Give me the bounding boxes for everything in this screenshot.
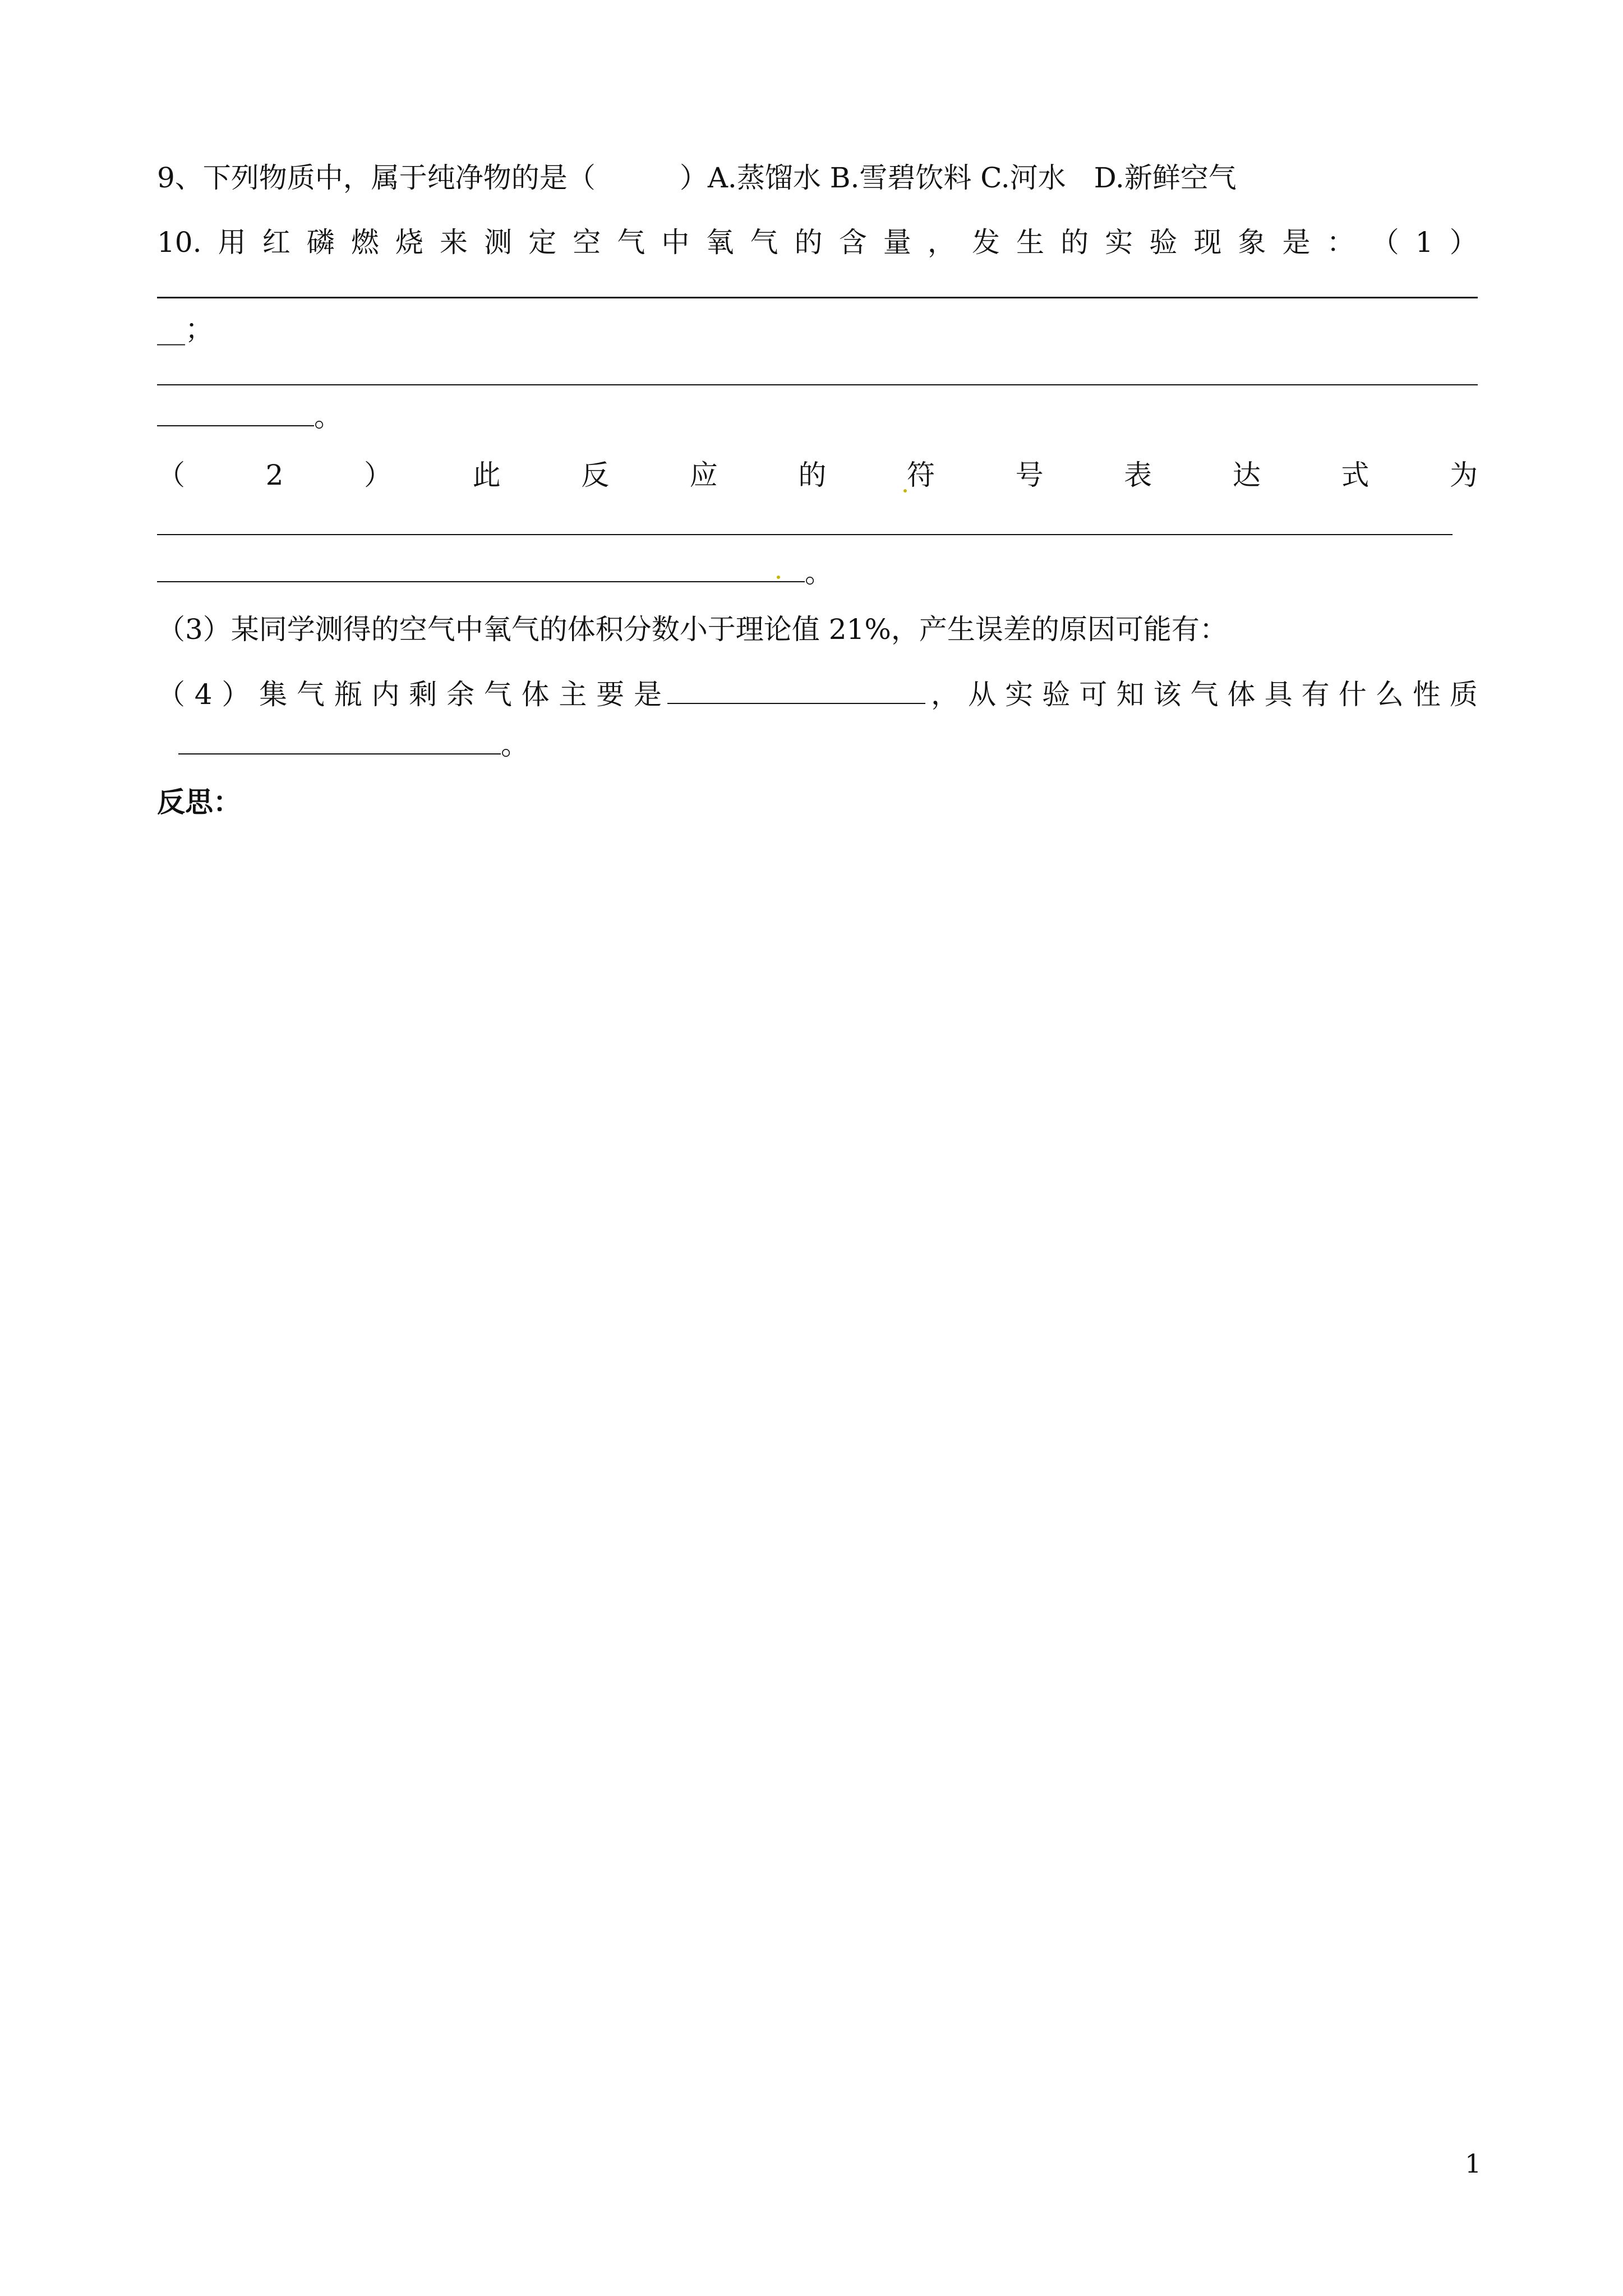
question-10-char: ， <box>927 226 956 259</box>
question-10-char: 燃 <box>351 226 379 259</box>
part-2-char: 号 <box>1015 459 1044 491</box>
question-10-char: 1 <box>1415 226 1433 259</box>
part-4b-char: ， <box>931 678 959 711</box>
part-4b-char: 可 <box>1079 678 1108 711</box>
reflection-label <box>157 784 1478 820</box>
part-2-suffix: 。 <box>805 556 833 589</box>
part-4a-char: ） <box>222 678 250 711</box>
question-10-char: 气 <box>750 226 778 259</box>
part-4a-char: 剩 <box>409 678 437 711</box>
question-10-char: 测 <box>484 226 513 259</box>
page-number-text: 1 <box>1465 2148 1482 2179</box>
part-4b-char: 知 <box>1116 678 1145 711</box>
part-4b-char: 性 <box>1412 678 1441 711</box>
part-4b-char: 从 <box>968 678 997 711</box>
question-10-char: 空 <box>573 226 601 259</box>
answer-blank <box>157 398 314 426</box>
question-10-char: 现 <box>1193 226 1222 259</box>
part-4a-char: 体 <box>521 678 550 711</box>
question-10-char: 量 <box>883 226 911 259</box>
answer-1-tail-suffix: 。 <box>314 401 342 433</box>
answer-line <box>157 534 1453 535</box>
part-2-char: 式 <box>1341 459 1370 491</box>
question-10-answer-1-end <box>157 311 1478 347</box>
mark-dot <box>777 576 780 579</box>
question-10-part-3 <box>157 611 1478 647</box>
part-4a-char: 气 <box>483 678 512 711</box>
question-10-char: 验 <box>1149 226 1178 259</box>
part-2-char: 应 <box>689 459 718 491</box>
question-10-char: 生 <box>1016 226 1045 259</box>
question-9-prefix: 9、下列物质中，属于纯净物的是（ <box>157 162 596 194</box>
part-3-text: （3）某同学测得的空气中氧气的体积分数小于理论值 21%，产生误差的原因可能有： <box>157 613 1228 646</box>
part-4a-char: 是 <box>633 678 662 711</box>
part-4a-char: 余 <box>446 678 475 711</box>
part-4b-char: 具 <box>1264 678 1293 711</box>
part-2-char: 的 <box>798 459 827 491</box>
question-10-char: 用 <box>218 226 246 259</box>
part-4b-char: 该 <box>1153 678 1182 711</box>
part-2-char: ） <box>364 459 392 491</box>
question-10-char: 气 <box>617 226 645 259</box>
part-2-char: 此 <box>472 459 501 491</box>
question-10-char: ） <box>1449 226 1478 259</box>
answer-blank <box>667 676 925 704</box>
question-10-char: 的 <box>794 226 823 259</box>
part-4b-char: 验 <box>1042 678 1071 711</box>
question-10-char: 来 <box>440 226 468 259</box>
question-9-close: ） <box>679 162 708 194</box>
question-10-intro <box>157 224 1478 260</box>
question-10-char: （ <box>1371 226 1399 259</box>
question-9-options: A.蒸馏水 B.雪碧饮料 C.河水 D.新鲜空气 <box>707 162 1237 194</box>
answer-line <box>157 297 1478 298</box>
part-4a-char: 主 <box>559 678 587 711</box>
reflection-text: 反思： <box>157 785 241 818</box>
question-10-char: 红 <box>262 226 291 259</box>
question-10-char: 定 <box>528 226 557 259</box>
part-4a-char: 4 <box>194 678 213 711</box>
part-4b-char: 么 <box>1375 678 1404 711</box>
part-4-tail <box>931 677 1478 712</box>
part-2-char: 2 <box>265 459 284 491</box>
question-10-char: ： <box>1326 226 1355 259</box>
question-10-part-2-end <box>157 554 1478 591</box>
part-4b-char: 什 <box>1338 678 1367 711</box>
part-4-lead <box>157 677 662 712</box>
question-10-char: 磷 <box>306 226 335 259</box>
question-10-char: 氧 <box>706 226 734 259</box>
part-2-char: 达 <box>1232 459 1261 491</box>
part-4a-char: 要 <box>596 678 625 711</box>
part-4b-char: 有 <box>1301 678 1330 711</box>
answer-line <box>157 384 1478 385</box>
question-10-part-4-end <box>178 726 1499 763</box>
part-4b-char: 体 <box>1227 678 1256 711</box>
question-10-answer-1-tail <box>157 398 1478 435</box>
part-4a-char: 内 <box>371 678 400 711</box>
part-4a-char: （ <box>157 678 185 711</box>
question-10-char: 含 <box>838 226 867 259</box>
question-10-char: 的 <box>1061 226 1089 259</box>
part-4b-char: 实 <box>1005 678 1034 711</box>
question-10-part-2 <box>157 457 1478 493</box>
part-2-char: 反 <box>581 459 610 491</box>
question-10-char: 实 <box>1105 226 1133 259</box>
part-2-char: 表 <box>1124 459 1152 491</box>
question-9 <box>157 160 1478 196</box>
part-4a-char: 集 <box>259 678 288 711</box>
part-4b-char: 质 <box>1449 678 1478 711</box>
answer-blank <box>178 726 501 754</box>
part-4a-char: 气 <box>296 678 325 711</box>
answer-1-suffix: __； <box>157 313 213 346</box>
question-10-part-4 <box>157 676 1478 712</box>
question-10-char: 是 <box>1282 226 1311 259</box>
part-4-suffix: 。 <box>501 729 529 761</box>
part-2-char: （ <box>157 459 185 491</box>
question-10-char: 烧 <box>395 226 423 259</box>
part-2-char: 为 <box>1449 459 1478 491</box>
question-10-char: 象 <box>1238 226 1266 259</box>
mark-dot <box>903 489 907 493</box>
question-10-char: 中 <box>661 226 690 259</box>
question-10-char: 发 <box>971 226 1000 259</box>
question-10-char: 10. <box>157 226 202 259</box>
part-2-char: 符 <box>906 459 935 491</box>
answer-blank <box>157 554 805 582</box>
page-number <box>1465 2148 1481 2179</box>
part-4b-char: 气 <box>1190 678 1219 711</box>
part-4a-char: 瓶 <box>334 678 362 711</box>
